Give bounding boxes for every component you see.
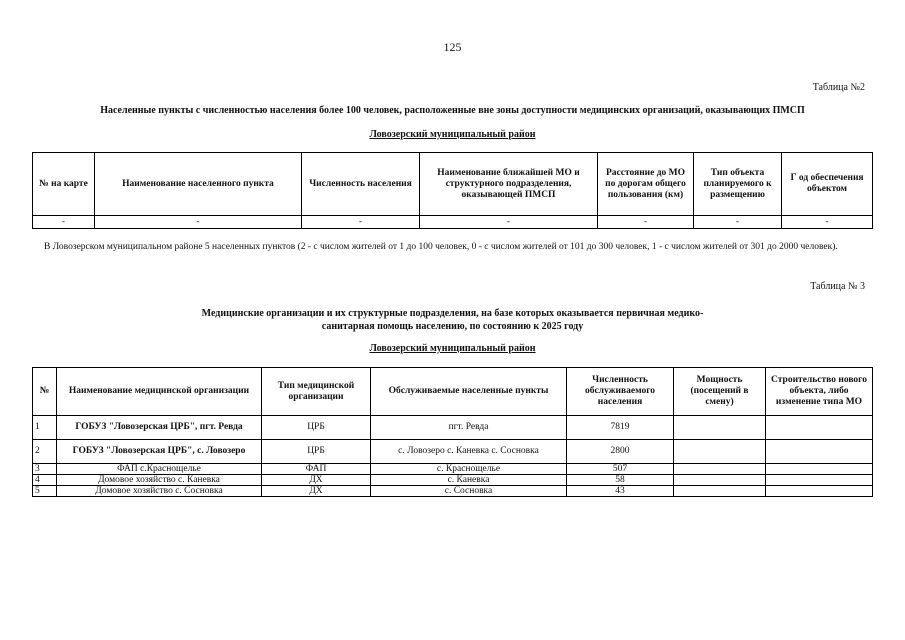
table-cell — [766, 440, 873, 464]
table-cell: ФАП — [262, 464, 371, 475]
table-row — [33, 464, 873, 475]
table-cell — [674, 416, 766, 440]
table-cell: с. Ловозеро с. Каневка с. Сосновка — [371, 440, 567, 464]
table3-header-cell: Мощность (посещений в смену) — [674, 368, 766, 416]
table-cell: ЦРБ — [262, 440, 371, 464]
table3-title — [30, 307, 875, 333]
table-cell: ДХ — [262, 475, 371, 486]
table-row — [33, 475, 873, 486]
table-cell: с. Каневка — [371, 475, 567, 486]
table-cell: ГОБУЗ "Ловозерская ЦРБ", пгт. Ревда — [57, 416, 262, 440]
table-cell: - — [95, 216, 302, 229]
table3-title-line2: санитарная помощь населению, по состоянию к 2025 году — [321, 321, 584, 332]
table3-header-cell: Численность обслуживаемого населения — [567, 368, 674, 416]
table2-title: Населенные пункты с численностью населения более 100 человек, расположенные вне зоны доступности медицинских организаций, оказывающих ПМСП — [100, 105, 805, 116]
table-cell — [674, 486, 766, 497]
table-cell: ФАП с.Краснощелье — [57, 464, 262, 475]
table2-header-cell: № на карте — [33, 153, 95, 216]
table-cell: - — [598, 216, 694, 229]
table-cell: - — [420, 216, 598, 229]
table2-header-cell: Тип объекта планируемого к размещению — [694, 153, 782, 216]
table-row — [33, 440, 873, 464]
table2-header-cell: Расстояние до МО по дорогам общего пользования (км) — [598, 153, 694, 216]
table-row — [33, 486, 873, 497]
table-cell: - — [33, 216, 95, 229]
table3-title-line1: Медицинские организации и их структурные подразделения, на базе которых оказывается первичная медико- — [201, 308, 704, 319]
table2-region: Ловозерский муниципальный район — [369, 129, 536, 140]
table3-label: Таблица № 3 — [810, 281, 865, 292]
table-cell: 58 — [567, 475, 674, 486]
table3-header-cell: Тип медицинской организации — [262, 368, 371, 416]
table-cell: ДХ — [262, 486, 371, 497]
table-cell: Домовое хозяйство с. Сосновка — [57, 486, 262, 497]
table3-header-row — [33, 368, 873, 416]
table-cell: пгт. Ревда — [371, 416, 567, 440]
table2-header-cell: Наименование населенного пункта — [95, 153, 302, 216]
table-cell: - — [694, 216, 782, 229]
table-cell: 507 — [567, 464, 674, 475]
table-cell: 1 — [33, 416, 57, 440]
table2-header-cell: Наименование ближайшей МО и структурного подразделения, оказывающей ПМСП — [420, 153, 598, 216]
table-cell: 2800 — [567, 440, 674, 464]
table-cell — [766, 475, 873, 486]
table-cell — [766, 486, 873, 497]
table-cell: 7819 — [567, 416, 674, 440]
table3-header-cell: Строительство нового объекта, либо изменение типа МО — [766, 368, 873, 416]
table-cell — [766, 464, 873, 475]
table-cell: - — [302, 216, 420, 229]
table-cell: с. Сосновка — [371, 486, 567, 497]
table-row — [33, 216, 873, 229]
table3-header-cell: Наименование медицинской организации — [57, 368, 262, 416]
table-cell: ЦРБ — [262, 416, 371, 440]
table-cell: 4 — [33, 475, 57, 486]
table2-header-cell: Г од обеспечения объектом — [782, 153, 873, 216]
table-cell: 3 — [33, 464, 57, 475]
table3 — [32, 367, 873, 497]
table2-label: Таблица №2 — [812, 82, 865, 93]
table-cell — [674, 440, 766, 464]
table-cell — [766, 416, 873, 440]
table2-header-row — [33, 153, 873, 216]
table-cell — [674, 464, 766, 475]
table-cell: - — [782, 216, 873, 229]
table-row — [33, 416, 873, 440]
table-cell: с. Краснощелье — [371, 464, 567, 475]
table-cell: 43 — [567, 486, 674, 497]
table2-note: В Ловозерском муниципальном районе 5 населенных пунктов (2 - с числом жителей от 1 до 100 человек, 0 - с числом жителей от 101 до 300 человек, 1 - с числом жителей от 301 до 2000 человек). — [44, 242, 838, 252]
page-number: 125 — [443, 40, 462, 54]
table3-header-cell: № — [33, 368, 57, 416]
table2-header-cell: Численность населения — [302, 153, 420, 216]
table3-header-cell: Обслуживаемые населенные пункты — [371, 368, 567, 416]
table-cell: ГОБУЗ "Ловозерская ЦРБ", с. Ловозеро — [57, 440, 262, 464]
table2 — [32, 152, 873, 229]
table-cell: Домовое хозяйство с. Каневка — [57, 475, 262, 486]
table-cell — [674, 475, 766, 486]
table-cell: 2 — [33, 440, 57, 464]
table3-region: Ловозерский муниципальный район — [369, 343, 536, 354]
table-cell: 5 — [33, 486, 57, 497]
